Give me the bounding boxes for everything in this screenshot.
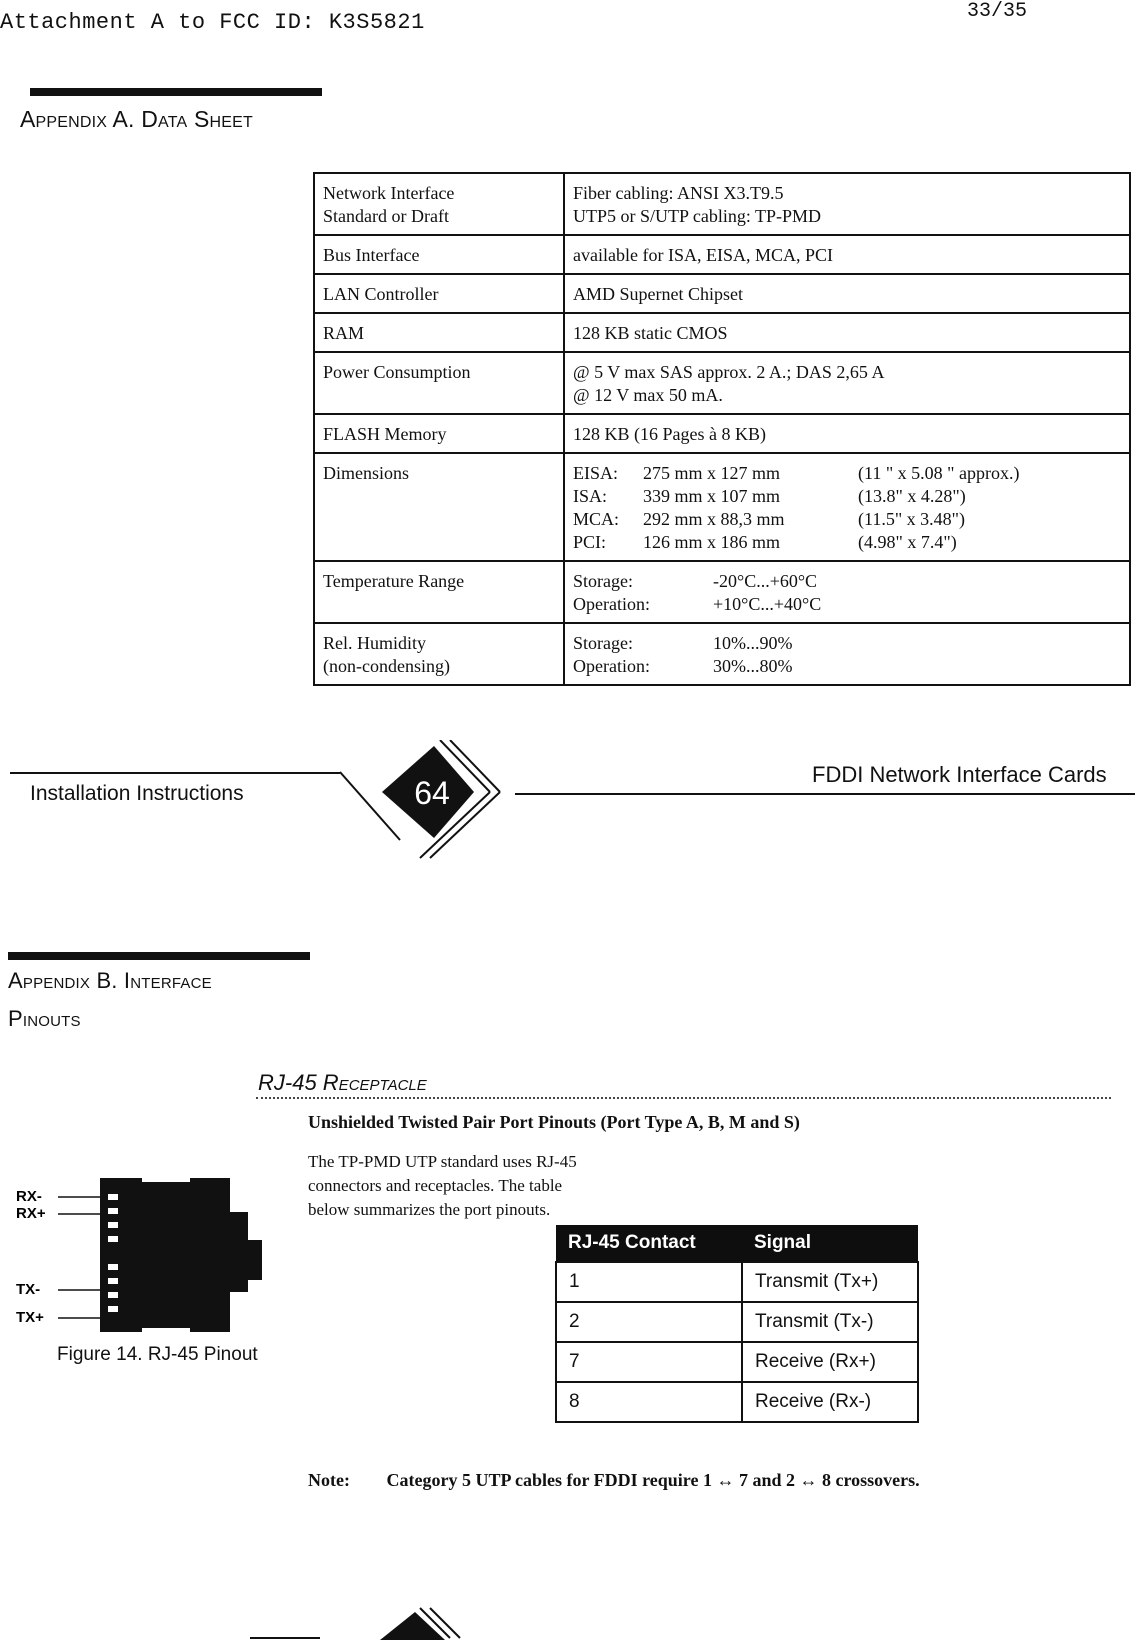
table-row: [556, 1262, 918, 1302]
contact-cell: 7: [556, 1342, 742, 1382]
page-counter: 33/35: [966, 0, 1027, 23]
contact-cell: 8: [556, 1382, 742, 1422]
row-label: Dimensions: [314, 453, 564, 561]
row-label: Bus Interface: [314, 235, 564, 274]
table-row: [314, 453, 1130, 561]
pin-label: TX-: [16, 1281, 41, 1298]
column-header-contact: RJ-45 Contact: [556, 1225, 742, 1262]
row-value: Storage: -20°C...+60°C Operation: +10°C...+40°C: [564, 561, 1130, 623]
fcc-attachment-header: Attachment A to FCC ID: K3S5821: [0, 10, 425, 35]
rj45-section-title: RJ-45 Receptacle: [258, 1070, 427, 1095]
signal-cell: Receive (Rx+): [742, 1342, 918, 1382]
table-header-row: [556, 1225, 918, 1262]
dotted-rule: [256, 1097, 1111, 1099]
pinout-table: [555, 1225, 919, 1423]
footer-rule-right: [515, 793, 1135, 795]
pin-label: RX+: [16, 1205, 46, 1222]
table-row: [314, 561, 1130, 623]
page-number-badge: [340, 740, 520, 860]
table-row: [314, 623, 1130, 685]
row-value: 128 KB static CMOS: [564, 313, 1130, 352]
footer-left-text: Installation Instructions: [30, 782, 244, 805]
section-bar: [8, 952, 310, 960]
footer-right-text: FDDI Network Interface Cards: [812, 762, 1107, 787]
footer-rule-left: [10, 772, 340, 774]
note-text: Category 5 UTP cables for FDDI require 1 ↔ 7 and 2 ↔ 8 crossovers.: [386, 1470, 920, 1490]
column-header-signal: Signal: [742, 1225, 918, 1262]
pin-label: TX+: [16, 1309, 44, 1326]
row-value: 128 KB (16 Pages à 8 KB): [564, 414, 1130, 453]
crossover-note: [308, 1470, 920, 1491]
table-row: [314, 235, 1130, 274]
pin-label: RX-: [16, 1188, 42, 1205]
contact-cell: 2: [556, 1302, 742, 1342]
row-label: Temperature Range: [314, 561, 564, 623]
data-sheet-table: [313, 172, 1131, 686]
row-label: Rel. Humidity (non-condensing): [314, 623, 564, 685]
row-value: Storage: 10%...90% Operation: 30%...80%: [564, 623, 1130, 685]
table-row: [556, 1302, 918, 1342]
figure-caption: Figure 14. RJ-45 Pinout: [57, 1344, 258, 1365]
table-row: [314, 414, 1130, 453]
row-label: Power Consumption: [314, 352, 564, 414]
row-label: RAM: [314, 313, 564, 352]
page-number: 64: [414, 775, 450, 811]
next-page-ornament: [240, 1600, 500, 1640]
section-bar: [30, 88, 322, 96]
appendix-a-title: Appendix A. Data Sheet: [20, 106, 253, 132]
row-value: Fiber cabling: ANSI X3.T9.5 UTP5 or S/UTP cabling: TP-PMD: [564, 173, 1130, 235]
appendix-b-title-line2: Pinouts: [8, 1006, 81, 1031]
rj45-connector-diagram: [10, 1160, 280, 1370]
row-value: @ 5 V max SAS approx. 2 A.; DAS 2,65 A @ 12 V max 50 mA.: [564, 352, 1130, 414]
table-row: [556, 1342, 918, 1382]
signal-cell: Transmit (Tx+): [742, 1262, 918, 1302]
table-row: [556, 1382, 918, 1422]
pinout-heading: Unshielded Twisted Pair Port Pinouts (Port Type A, B, M and S): [308, 1112, 800, 1132]
table-row: [314, 352, 1130, 414]
row-value: EISA: 275 mm x 127 mm (11 " x 5.08 " approx.) ISA: 339 mm x 107 mm (13.8" x 4.28") MCA: 292 mm x 88,3 mm (11.5" x 3.48") PCI: 126 mm x 186 mm (4.98" x 7.4"): [564, 453, 1130, 561]
table-row: [314, 173, 1130, 235]
table-row: [314, 274, 1130, 313]
row-label: Network Interface Standard or Draft: [314, 173, 564, 235]
contact-cell: 1: [556, 1262, 742, 1302]
appendix-b-title-line1: Appendix B. Interface: [8, 968, 212, 993]
row-value: available for ISA, EISA, MCA, PCI: [564, 235, 1130, 274]
signal-cell: Receive (Rx-): [742, 1382, 918, 1422]
row-label: FLASH Memory: [314, 414, 564, 453]
row-label: LAN Controller: [314, 274, 564, 313]
row-value: AMD Supernet Chipset: [564, 274, 1130, 313]
table-row: [314, 313, 1130, 352]
signal-cell: Transmit (Tx-): [742, 1302, 918, 1342]
note-label: Note:: [308, 1470, 350, 1490]
pinout-description: The TP-PMD UTP standard uses RJ-45 connectors and receptacles. The table below summarizes the port pinouts.: [308, 1152, 577, 1219]
